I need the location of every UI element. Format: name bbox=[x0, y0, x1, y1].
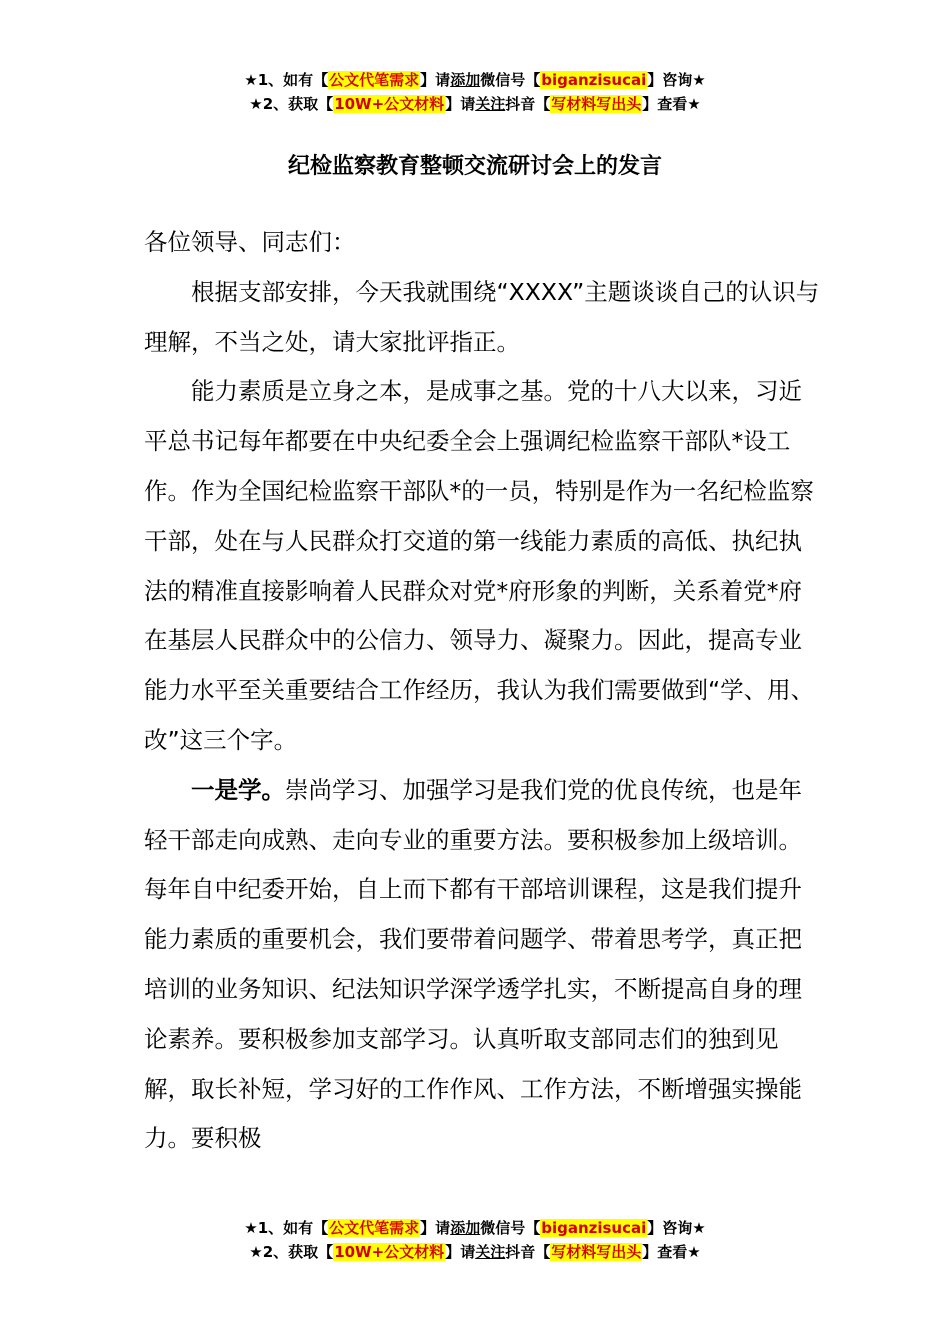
banner-text: 】请 bbox=[420, 1219, 451, 1237]
banner-line-2 bbox=[0, 92, 950, 116]
footer-banner bbox=[0, 1216, 950, 1264]
paragraph: 能力素质是立身之本，是成事之基。党的十八大以来，习近平总书记每年都要在中央纪委全会上强调纪检监察干部队*设工作。作为全国纪检监察干部队*的一员，特别是作为一名纪检监察干部，处在与人民群众打交道的第一线能力素质的高低、执纪执法的精准直接影响着人民群众对党*府形象的判断，关系着党*府在基层人民群众中的公信力、领导力、凝聚力。因此，提高专业能力水平至关重要结合工作经历，我认为我们需要做到“学、用、改”这三个字。 bbox=[144, 377, 815, 754]
banner-highlight: 写材料写出头 bbox=[551, 1243, 642, 1261]
paragraph bbox=[144, 766, 824, 1164]
banner-underlined-text: 关注 bbox=[475, 1243, 506, 1261]
header-banner bbox=[0, 68, 950, 116]
banner-underlined-text: 关注 bbox=[475, 95, 506, 113]
salutation: 各位领导、同志们： bbox=[144, 228, 356, 256]
banner-text: 微信号【 bbox=[480, 71, 541, 89]
banner-highlight: 公文代笔需求 bbox=[329, 1219, 420, 1237]
banner-line-1 bbox=[0, 68, 950, 92]
banner-text: 】咨询★ bbox=[647, 1219, 706, 1237]
paragraph-text: 崇尚学习、加强学习是我们党的优良传统，也是年轻干部走向成熟、走向专业的重要方法。要积极参加上级培训。每年自中纪委开始，自上而下都有干部培训课程，这是我们提升能力素质的重要机会，我们要带着问题学、带着思考学，真正把培训的业务知识、纪法知识学深学透学扎实，不断提高自身的理论素养。要积极参加支部学习。认真听取支部同志们的独到见解，取长补短，学习好的工作作风、工作方法，不断增强实操能力。要积极 bbox=[144, 775, 802, 1153]
banner-text: ★1、如有【 bbox=[244, 1219, 329, 1237]
banner-text: 抖音【 bbox=[505, 95, 551, 113]
document-title: 纪检监察教育整顿交流研讨会上的发言 bbox=[287, 154, 662, 179]
banner-underlined-text: 添加 bbox=[450, 71, 481, 89]
banner-highlight: 写材料写出头 bbox=[551, 95, 642, 113]
banner-underlined-text: 添加 bbox=[450, 1219, 481, 1237]
banner-line-2 bbox=[0, 1240, 950, 1264]
banner-text: 】请 bbox=[445, 1243, 476, 1261]
banner-text: 】请 bbox=[420, 71, 451, 89]
banner-highlight: 公文代笔需求 bbox=[329, 71, 420, 89]
banner-text: ★1、如有【 bbox=[244, 71, 329, 89]
paragraph: 根据支部安排，今天我就围绕“XXXX”主题谈谈自己的认识与理解，不当之处，请大家批评指正。 bbox=[144, 277, 820, 356]
banner-text: 】请 bbox=[445, 95, 476, 113]
paragraph-lead: 一是学。 bbox=[191, 775, 285, 804]
banner-text: 抖音【 bbox=[505, 1243, 551, 1261]
banner-text: 】咨询★ bbox=[647, 71, 706, 89]
banner-highlight: 10W+公文材料 bbox=[334, 1243, 445, 1261]
banner-highlight: 10W+公文材料 bbox=[334, 95, 445, 113]
document-body bbox=[144, 218, 824, 1164]
banner-text: 】查看★ bbox=[642, 95, 701, 113]
banner-text: ★2、获取【 bbox=[249, 95, 334, 113]
banner-text: 微信号【 bbox=[480, 1219, 541, 1237]
banner-highlight: biganzisucai bbox=[541, 71, 647, 89]
banner-highlight: biganzisucai bbox=[541, 1219, 647, 1237]
banner-line-1 bbox=[0, 1216, 950, 1240]
banner-text: ★2、获取【 bbox=[249, 1243, 334, 1261]
banner-text: 】查看★ bbox=[642, 1243, 701, 1261]
